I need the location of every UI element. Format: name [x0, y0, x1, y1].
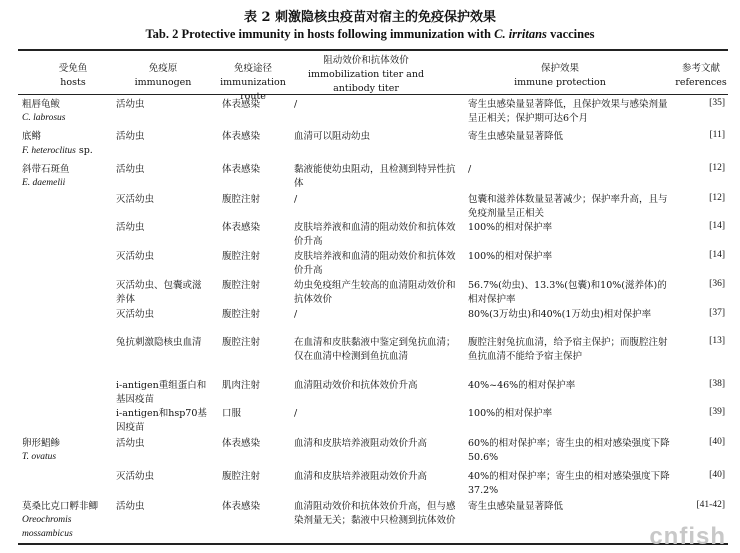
titer: 黏液能使幼虫阻动，且检测到特异性抗体: [294, 164, 456, 189]
titer: /: [294, 309, 298, 320]
protection: 100%的相对保护率: [468, 222, 553, 233]
titer: /: [294, 99, 298, 110]
immunogen: 兔抗刺激隐核虫血清: [116, 337, 202, 348]
route: 体表感染: [222, 501, 261, 512]
reference: [14]: [709, 250, 725, 260]
immunogen: 灭活幼虫、包囊或滋养体: [116, 280, 202, 305]
immunogen: 活幼虫: [116, 164, 145, 175]
titer: /: [294, 194, 298, 205]
host-species: E. daemelii: [22, 178, 66, 188]
route: 肌肉注射: [222, 380, 261, 391]
reference: [39]: [709, 407, 725, 417]
reference: [41-42]: [696, 500, 725, 510]
reference: [12]: [709, 193, 725, 203]
reference: [40]: [709, 437, 725, 447]
titer: 血清阻动效价和抗体效价升高，但与感染剂量无关；黏液中只检测到抗体效价: [294, 501, 456, 526]
protection: 56.7%(幼虫)、13.3%(包囊)和10%(滋养体)的相对保护率: [468, 280, 667, 305]
reference: [38]: [709, 379, 725, 389]
titer: 血清阻动效价和抗体效价升高: [294, 380, 418, 391]
immunogen: 活幼虫: [116, 99, 145, 110]
reference: [37]: [709, 308, 725, 318]
table-title-english: [0, 27, 740, 42]
route: 口服: [222, 408, 242, 419]
immunogen: 灭活幼虫: [116, 471, 155, 482]
immunogen: 灭活幼虫: [116, 194, 155, 205]
host-species-suffix: sp.: [75, 145, 93, 156]
table-title-chinese: 表 2 刺激隐核虫疫苗对宿主的免疫保护效果: [243, 10, 497, 25]
route: 腹腔注射: [222, 194, 261, 205]
protection: 80%(3万幼虫)和40%(1万幼虫)相对保护率: [468, 309, 652, 320]
bottom-rule: [18, 543, 728, 545]
route: 腹腔注射: [222, 309, 261, 320]
top-rule: [18, 49, 728, 51]
reference: [12]: [709, 163, 725, 173]
route: 体表感染: [222, 99, 261, 110]
watermark: cnfish: [649, 523, 726, 550]
titer: 在血清和皮肤黏液中鉴定到兔抗血清；仅在血清中检测到鱼抗血清: [294, 337, 456, 362]
reference: [35]: [709, 98, 725, 108]
protection: 寄生虫感染量显著降低: [468, 131, 564, 142]
host-name: 卵形鲳鲹: [22, 438, 61, 449]
reference: [36]: [709, 279, 725, 289]
titer: 血清可以阻动幼虫: [294, 131, 371, 142]
immunogen: i-antigen重组蛋白和基因疫苗: [116, 380, 207, 405]
route: 腹腔注射: [222, 251, 261, 262]
host-species: T. ovatus: [22, 452, 57, 462]
host-species: C. labrosus: [22, 113, 66, 123]
titer: 皮肤培养液和血清的阻动效价和抗体效价升高: [294, 251, 456, 276]
host-species: Oreochromis mossambicus: [22, 515, 73, 539]
route: 腹腔注射: [222, 337, 261, 348]
reference: [14]: [709, 221, 725, 231]
protection: 60%的相对保护率；寄生虫的相对感染强度下降50.6%: [468, 438, 670, 463]
header-immunogen: 免疫原 immunogen: [134, 63, 192, 88]
immunogen: 活幼虫: [116, 131, 145, 142]
route: 体表感染: [222, 131, 261, 142]
protection: 腹腔注射兔抗血清，给予宿主保护；而腹腔注射鱼抗血清不能给予宿主保护: [468, 337, 668, 362]
titer: 幼虫免疫组产生较高的血清阻动效价和抗体效价: [294, 280, 456, 305]
host-species: F. heteroclitus: [22, 146, 76, 156]
header-protection: 保护效果 immune protection: [514, 63, 606, 88]
titer: /: [294, 408, 298, 419]
route: 腹腔注射: [222, 280, 261, 291]
reference: [40]: [709, 470, 725, 480]
title-en-species: C. irritans: [494, 27, 547, 41]
header-route: 免疫途径 immunization route: [220, 63, 286, 102]
protection: 寄生虫感染量显著降低，且保护效果与感染剂量呈正相关；保护期可达6个月: [468, 99, 668, 124]
header-references: 参考文献 references: [675, 63, 727, 88]
header-hosts: 受免鱼 hosts: [58, 63, 88, 88]
route: 体表感染: [222, 438, 261, 449]
protection: 寄生虫感染量显著降低: [468, 501, 564, 512]
host-name: 粗唇龟鲅: [22, 99, 61, 110]
immunogen: i-antigen和hsp70基因疫苗: [116, 408, 207, 433]
protection: /: [468, 164, 472, 175]
titer: 血清和皮肤培养液阻动效价升高: [294, 438, 428, 449]
route: 腹腔注射: [222, 471, 261, 482]
title-en-suffix: vaccines: [546, 27, 595, 41]
titer: 皮肤培养液和血清的阻动效价和抗体效价升高: [294, 222, 456, 247]
protection: 100%的相对保护率: [468, 408, 553, 419]
host-species-line: [22, 144, 114, 159]
immunogen: 灭活幼虫: [116, 309, 155, 320]
protection: 40%的相对保护率；寄生虫的相对感染强度下降37.2%: [468, 471, 670, 496]
route: 体表感染: [222, 222, 261, 233]
route: 体表感染: [222, 164, 261, 175]
protection: 40%~46%的相对保护率: [468, 380, 576, 391]
reference: [11]: [709, 130, 725, 140]
immunogen: 活幼虫: [116, 222, 145, 233]
host-name: 底鳉: [22, 131, 42, 142]
titer: 血清和皮肤培养液阻动效价升高: [294, 471, 428, 482]
immunogen: 灭活幼虫: [116, 251, 155, 262]
immunogen: 活幼虫: [116, 501, 145, 512]
header-titer: 阻动效价和抗体效价 immobilization titer and antibody titer: [307, 55, 425, 94]
reference: [13]: [709, 336, 725, 346]
host-name: 斜带石斑鱼: [22, 164, 70, 175]
immunogen: 活幼虫: [116, 438, 145, 449]
title-en-prefix: Tab. 2 Protective immunity in hosts following immunization with: [145, 27, 495, 41]
protection: 100%的相对保护率: [468, 251, 553, 262]
host-name: 莫桑比克口孵非鲫: [22, 501, 99, 512]
protection: 包囊和滋养体数量显著减少；保护率升高，且与免疫剂量呈正相关: [468, 194, 668, 219]
